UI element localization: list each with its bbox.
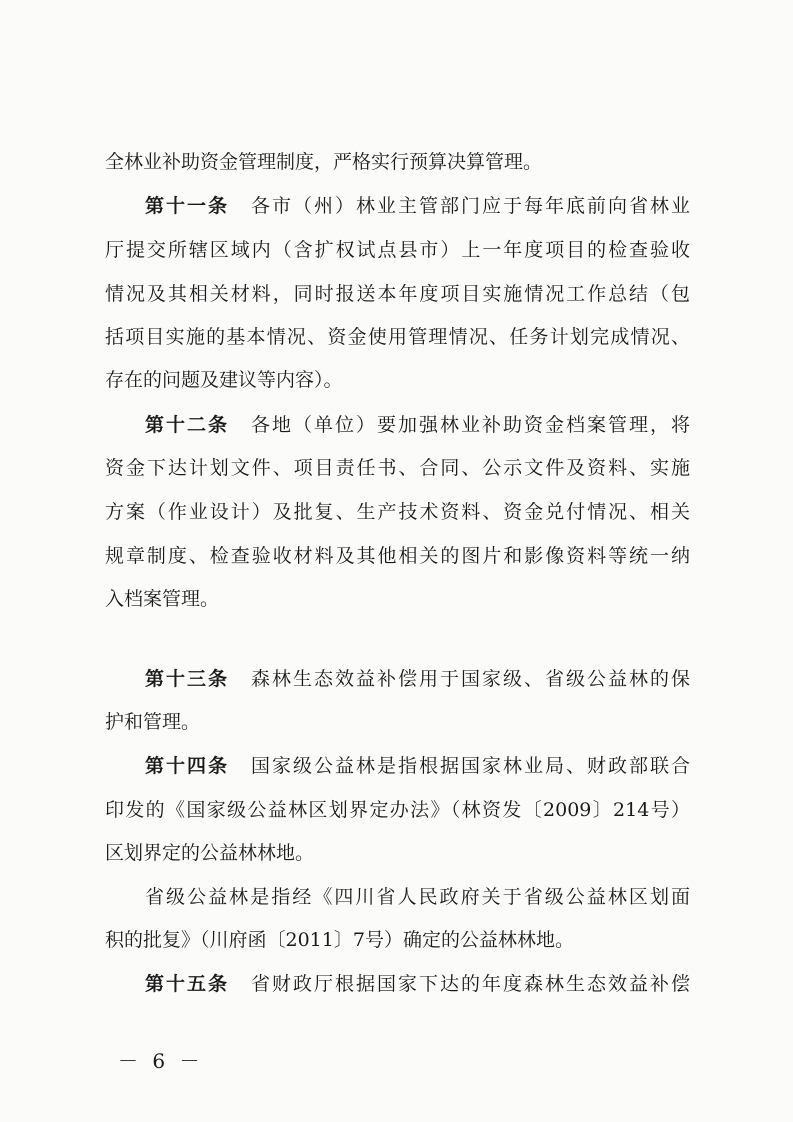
article-13-line-1 [145, 666, 690, 692]
text-line [145, 884, 690, 910]
article-label: 第十五条 [145, 973, 229, 995]
text-line [105, 237, 690, 263]
text-line [105, 797, 690, 823]
text: 积的批复》（川府函〔2011〕7号）确定的公益林林地。 [105, 929, 574, 951]
text: 方案（作业设计）及批复、生产技术资料、资金兑付情况、相关 [105, 501, 690, 523]
text: 厅提交所辖区域内（含扩权试点县市）上一年度项目的检查验收 [105, 239, 690, 261]
text-line [105, 324, 690, 350]
text-line [105, 586, 690, 612]
article-label: 第十一条 [145, 195, 229, 217]
article-14-line-1 [145, 753, 690, 779]
article-label: 第十三条 [145, 668, 229, 690]
text-line [105, 149, 690, 175]
text: 各地（单位）要加强林业补助资金档案管理，将 [249, 414, 690, 436]
text-line [105, 709, 690, 735]
text: 资金下达计划文件、项目责任书、合同、公示文件及资料、实施 [105, 457, 690, 479]
article-label: 第十四条 [145, 755, 229, 777]
text-line [105, 840, 690, 866]
text: 省级公益林是指经《四川省人民政府关于省级公益林区划面 [145, 886, 690, 908]
text: 护和管理。 [105, 711, 201, 733]
text: 入档案管理。 [105, 588, 220, 610]
text: 存在的问题及建议等内容）。 [105, 369, 343, 391]
text: 全林业补助资金管理制度，严格实行预算决算管理。 [105, 151, 543, 173]
text: 各市（州）林业主管部门应于每年底前向省林业 [249, 195, 690, 217]
text: 省财政厅根据国家下达的年度森林生态效益补偿 [249, 973, 690, 995]
article-label: 第十二条 [145, 414, 229, 436]
article-12-line-1 [145, 412, 690, 438]
text: 区划界定的公益林林地。 [105, 842, 315, 864]
article-15-line-1 [145, 971, 690, 997]
text: 森林生态效益补偿用于国家级、省级公益林的保 [249, 668, 690, 690]
text-line [105, 927, 690, 953]
text-line [105, 367, 690, 393]
page-number: － 6 － [118, 1049, 204, 1073]
text-line [105, 455, 690, 481]
text: 印发的《国家级公益林区划界定办法》（林资发〔2009〕214号） [105, 799, 690, 821]
text: 括项目实施的基本情况、资金使用管理情况、任务计划完成情况、 [105, 326, 690, 348]
text: 规章制度、检查验收材料及其他相关的图片和影像资料等统一纳 [105, 545, 690, 567]
text-line [105, 543, 690, 569]
text: 国家级公益林是指根据国家林业局、财政部联合 [249, 755, 690, 777]
text-line [105, 499, 690, 525]
article-11-line-1 [145, 193, 690, 219]
text-line [105, 281, 690, 307]
text: 情况及其相关材料，同时报送本年度项目实施情况工作总结（包 [105, 283, 690, 305]
